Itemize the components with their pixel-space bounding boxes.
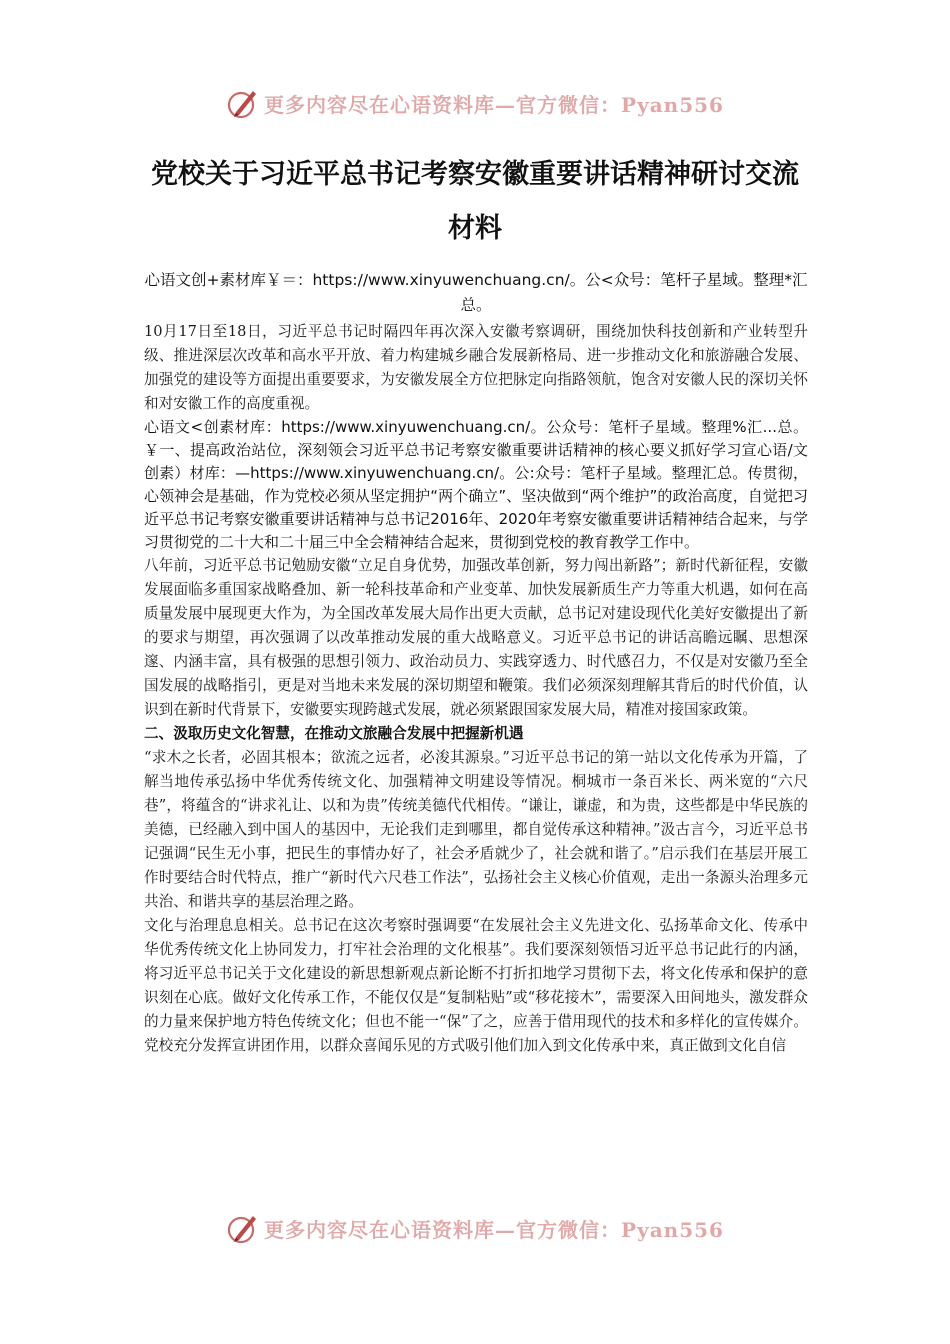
body-paragraph: 文化与治理息息相关。总书记在这次考察时强调要“在发展社会主义先进文化、弘扬革命文化、传承中华优秀传统文化上协同发力，打牢社会治理的文化根基”。我们要深刻领悟习近平总书记此行的内涵，将习近平总书记关于文化建设的新思想新观点新论断不打折扣地学习贯彻下去，将文化传承和保护的意识刻在心底。做好文化传承工作，不能仅仅是“复制粘贴”或“移花接木”，需要深入田间地头，激发群众的力量来保护地方特色传统文化；但也不能一“保”了之，应善于借用现代的技术和多样化的宣传媒介。党校充分发挥宣讲团作用，以群众喜闻乐见的方式吸引他们加入到文化传承中来，真正做到文化自信 <box>144 917 808 1054</box>
pen-logo-icon <box>226 86 260 120</box>
watermark-banner-bottom <box>0 1208 950 1248</box>
body-paragraph: “求木之长者，必固其根本；欲流之远者，必浚其源泉。”习近平总书记的第一站以文化传承为开篇，了解当地传承弘扬中华优秀传统文化、加强精神文明建设等情况。桐城市一条百米长、两米宽的“六尺巷”，将蕴含的“讲求礼让、以和为贵”传统美德代代相传。“谦让，谦虚，和为贵，这些都是中华民族的美德，已经融入到中国人的基因中，无论我们走到哪里，都自觉传承这种精神。”汲古言今，习近平总书记强调“民生无小事，把民生的事情办好了，社会矛盾就少了，社会就和谐了。”启示我们在基层开展工作时要结合时代特点，推广“新时代六尺巷工作法”，弘扬社会主义核心价值观，走出一条源头治理多元共治、和谐共享的基层治理之路。 <box>144 749 808 910</box>
document-body <box>144 268 808 1058</box>
watermark-text: 更多内容尽在心语资料库—官方微信：Pyan556 <box>264 1217 724 1242</box>
source-note: 心语文创+素材库￥＝：https://www.xinyuwenchuang.cn/。公<众号：笔杆子星域。整理*汇总。 <box>144 271 808 314</box>
pen-logo-icon <box>226 1211 260 1245</box>
watermark-banner-top <box>0 83 950 123</box>
intro-paragraph: 10月17日至18日，习近平总书记时隔四年再次深入安徽考察调研，围绕加快科技创新和产业转型升级、推进深层次改革和高水平开放、着力构建城乡融合发展新格局、进一步推动文化和旅游融合发展、加强党的建设等方面提出重要要求，为安徽发展全方位把脉定向指路领航，饱含对安徽人民的深切关怀和对安徽工作的高度重视。 <box>144 323 808 412</box>
body-paragraph: 八年前，习近平总书记勉励安徽“立足自身优势，加强改革创新，努力闯出新路”；新时代新征程，安徽发展面临多重国家战略叠加、新一轮科技革命和产业变革、加快发展新质生产力等重大机遇，如何在高质量发展中展现更大作为，为全国改革发展大局作出更大贡献，总书记对建设现代化美好安徽提出了新的要求与期望，再次强调了以改革推动发展的重大战略意义。习近平总书记的讲话高瞻远瞩、思想深邃、内涵丰富，具有极强的思想引领力、政治动员力、实践穿透力、时代感召力，不仅是对安徽乃至全国发展的战略指引，更是对当地未来发展的深切期望和鞭策。我们必须深刻理解其背后的时代价值，认识到在新时代背景下，安徽要实现跨越式发展，就必须紧跟国家发展大局，精准对接国家政策。 <box>144 557 808 718</box>
page-title: 党校关于习近平总书记考察安徽重要讲话精神研讨交流材料 <box>151 159 799 244</box>
section-one-paragraph: 心语文<创素材库：https://www.xinyuwenchuang.cn/。公众号：笔杆子星域。整理%汇...总。￥一、提高政治站位，深刻领会习近平总书记考察安徽重要讲话精神的核心要义抓好学习宣心语/文创素）材库：—https://www.xinyuwenchuang.cn/。公:众号：笔杆子星域。整理汇总。传贯彻，心领神会是基础，作为党校必须从坚定拥护“两个确立”、坚决做到“两个维护”的政治高度，自觉把习近平总书记考察安徽重要讲话精神与总书记2016年、2020年考察安徽重要讲话精神结合起来，与学习贯彻党的二十大和二十届三中全会精神结合起来，贯彻到党校的教育教学工作中。 <box>144 418 808 551</box>
watermark-text: 更多内容尽在心语资料库—官方微信：Pyan556 <box>264 92 724 117</box>
section-two-heading: 二、汲取历史文化智慧，在推动文旅融合发展中把握新机遇 <box>144 725 524 742</box>
